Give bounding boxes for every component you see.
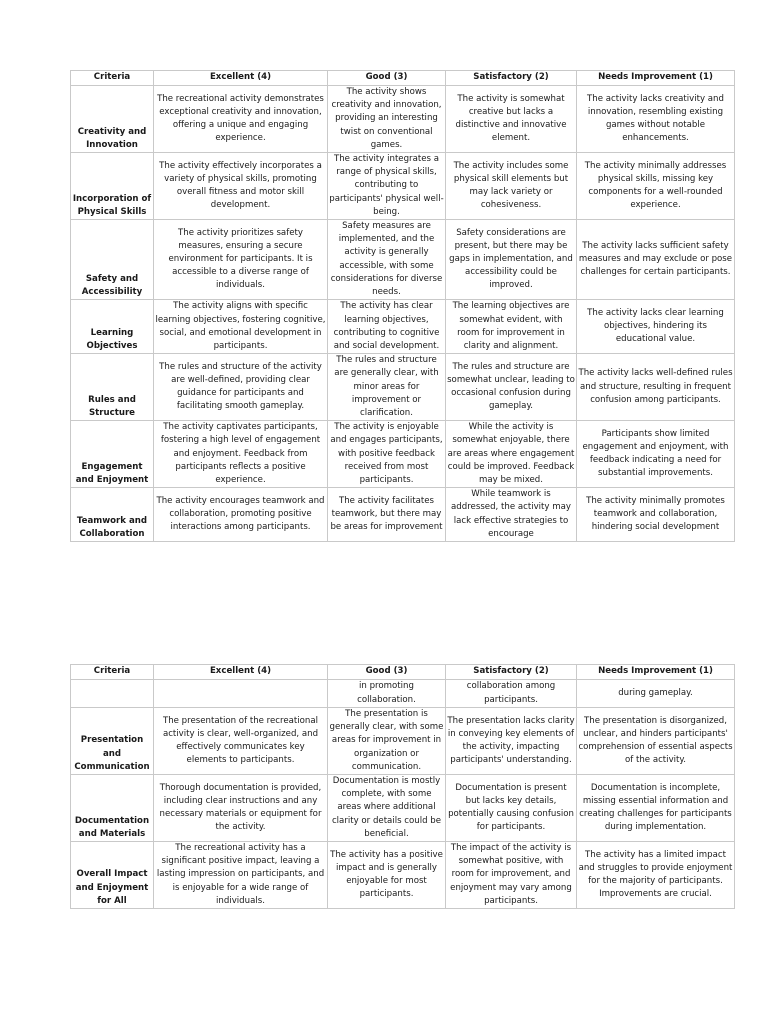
table-row xyxy=(71,775,735,842)
satisfactory-cell: The impact of the activity is somewhat positive, with room for improvement, and enjoyment may vary among participants. xyxy=(446,842,577,909)
excellent-cell: The presentation of the recreational activity is clear, well-organized, and effectively communicates key elements to participants. xyxy=(154,708,328,775)
criteria-cell: Creativity and Innovation xyxy=(71,86,154,153)
header-criteria: Criteria xyxy=(71,665,154,680)
excellent-cell xyxy=(154,680,328,708)
good-cell: The activity shows creativity and innovation, providing an interesting twist on conventional games. xyxy=(328,86,446,153)
needs-improvement-cell: Documentation is incomplete, missing essential information and creating challenges for participants during implementation. xyxy=(577,775,735,842)
good-cell: The rules and structure are generally clear, with minor areas for improvement or clarification. xyxy=(328,354,446,421)
header-good: Good (3) xyxy=(328,71,446,86)
good-cell: The presentation is generally clear, with some areas for improvement in organization or communication. xyxy=(328,708,446,775)
satisfactory-cell: The activity is somewhat creative but lacks a distinctive and innovative element. xyxy=(446,86,577,153)
excellent-cell: The rules and structure of the activity are well-defined, providing clear guidance for participants and facilitating smooth gameplay. xyxy=(154,354,328,421)
excellent-cell: The activity captivates participants, fostering a high level of engagement and enjoyment. Feedback from participants reflects a positive experience. xyxy=(154,421,328,488)
table-row xyxy=(71,354,735,421)
table-row xyxy=(71,86,735,153)
excellent-cell: Thorough documentation is provided, including clear instructions and any necessary materials or equipment for the activity. xyxy=(154,775,328,842)
table-row xyxy=(71,421,735,488)
rubric-table-page-2 xyxy=(70,664,735,909)
criteria-cell: Overall Impact and Enjoyment for All xyxy=(71,842,154,909)
good-cell: Documentation is mostly complete, with some areas where additional clarity or details could be beneficial. xyxy=(328,775,446,842)
header-needs-improvement: Needs Improvement (1) xyxy=(577,71,735,86)
satisfactory-cell: While teamwork is addressed, the activity may lack effective strategies to encourage xyxy=(446,488,577,542)
needs-improvement-cell: The activity lacks sufficient safety measures and may exclude or pose challenges for certain participants. xyxy=(577,220,735,300)
criteria-cell xyxy=(71,680,154,708)
needs-improvement-cell: The activity minimally promotes teamwork and collaboration, hindering social development xyxy=(577,488,735,542)
needs-improvement-cell: during gameplay. xyxy=(577,680,735,708)
excellent-cell: The activity prioritizes safety measures, ensuring a secure environment for participants. It is accessible to a diverse range of individuals. xyxy=(154,220,328,300)
table-row xyxy=(71,220,735,300)
good-cell: The activity has a positive impact and is generally enjoyable for most participants. xyxy=(328,842,446,909)
excellent-cell: The activity aligns with specific learning objectives, fostering cognitive, social, and emotional development in participants. xyxy=(154,300,328,354)
table-row xyxy=(71,153,735,220)
header-row xyxy=(71,665,735,680)
satisfactory-cell: Safety considerations are present, but there may be gaps in implementation, and accessibility could be improved. xyxy=(446,220,577,300)
criteria-cell: Safety and Accessibility xyxy=(71,220,154,300)
excellent-cell: The recreational activity has a significant positive impact, leaving a lasting impression on participants, and is enjoyable for a wide range of individuals. xyxy=(154,842,328,909)
good-cell: The activity is enjoyable and engages participants, with positive feedback received from most participants. xyxy=(328,421,446,488)
header-criteria: Criteria xyxy=(71,71,154,86)
good-cell: The activity facilitates teamwork, but there may be areas for improvement xyxy=(328,488,446,542)
table-row xyxy=(71,488,735,542)
good-cell: in promoting collaboration. xyxy=(328,680,446,708)
header-satisfactory: Satisfactory (2) xyxy=(446,665,577,680)
header-excellent: Excellent (4) xyxy=(154,665,328,680)
excellent-cell: The activity effectively incorporates a variety of physical skills, promoting overall fitness and motor skill development. xyxy=(154,153,328,220)
satisfactory-cell: While the activity is somewhat enjoyable, there are areas where engagement could be improved. Feedback may be mixed. xyxy=(446,421,577,488)
satisfactory-cell: The presentation lacks clarity in conveying key elements of the activity, impacting participants' understanding. xyxy=(446,708,577,775)
criteria-cell: Learning Objectives xyxy=(71,300,154,354)
criteria-cell: Engagement and Enjoyment xyxy=(71,421,154,488)
excellent-cell: The activity encourages teamwork and collaboration, promoting positive interactions among participants. xyxy=(154,488,328,542)
satisfactory-cell: collaboration among participants. xyxy=(446,680,577,708)
needs-improvement-cell: The activity lacks clear learning objectives, hindering its educational value. xyxy=(577,300,735,354)
criteria-cell: Teamwork and Collaboration xyxy=(71,488,154,542)
satisfactory-cell: The rules and structure are somewhat unclear, leading to occasional confusion during gameplay. xyxy=(446,354,577,421)
needs-improvement-cell: The activity has a limited impact and struggles to provide enjoyment for the majority of participants. Improvements are crucial. xyxy=(577,842,735,909)
needs-improvement-cell: The activity lacks well-defined rules and structure, resulting in frequent confusion among participants. xyxy=(577,354,735,421)
criteria-cell: Incorporation of Physical Skills xyxy=(71,153,154,220)
table-row xyxy=(71,680,735,708)
criteria-cell: Presentation and Communication xyxy=(71,708,154,775)
good-cell: The activity has clear learning objectives, contributing to cognitive and social development. xyxy=(328,300,446,354)
satisfactory-cell: The activity includes some physical skill elements but may lack variety or cohesiveness. xyxy=(446,153,577,220)
table-row xyxy=(71,708,735,775)
satisfactory-cell: The learning objectives are somewhat evident, with room for improvement in clarity and alignment. xyxy=(446,300,577,354)
satisfactory-cell: Documentation is present but lacks key details, potentially causing confusion for participants. xyxy=(446,775,577,842)
rubric-table-page-1 xyxy=(70,70,735,542)
table-row xyxy=(71,300,735,354)
needs-improvement-cell: The activity minimally addresses physical skills, missing key components for a well-rounded experience. xyxy=(577,153,735,220)
header-excellent: Excellent (4) xyxy=(154,71,328,86)
criteria-cell: Rules and Structure xyxy=(71,354,154,421)
header-good: Good (3) xyxy=(328,665,446,680)
good-cell: Safety measures are implemented, and the activity is generally accessible, with some considerations for diverse needs. xyxy=(328,220,446,300)
criteria-cell: Documentation and Materials xyxy=(71,775,154,842)
good-cell: The activity integrates a range of physical skills, contributing to participants' physical well-being. xyxy=(328,153,446,220)
table-row xyxy=(71,842,735,909)
needs-improvement-cell: The presentation is disorganized, unclear, and hinders participants' comprehension of essential aspects of the activity. xyxy=(577,708,735,775)
needs-improvement-cell: The activity lacks creativity and innovation, resembling existing games without notable enhancements. xyxy=(577,86,735,153)
header-needs-improvement: Needs Improvement (1) xyxy=(577,665,735,680)
needs-improvement-cell: Participants show limited engagement and enjoyment, with feedback indicating a need for substantial improvements. xyxy=(577,421,735,488)
header-row xyxy=(71,71,735,86)
header-satisfactory: Satisfactory (2) xyxy=(446,71,577,86)
excellent-cell: The recreational activity demonstrates exceptional creativity and innovation, offering a unique and engaging experience. xyxy=(154,86,328,153)
